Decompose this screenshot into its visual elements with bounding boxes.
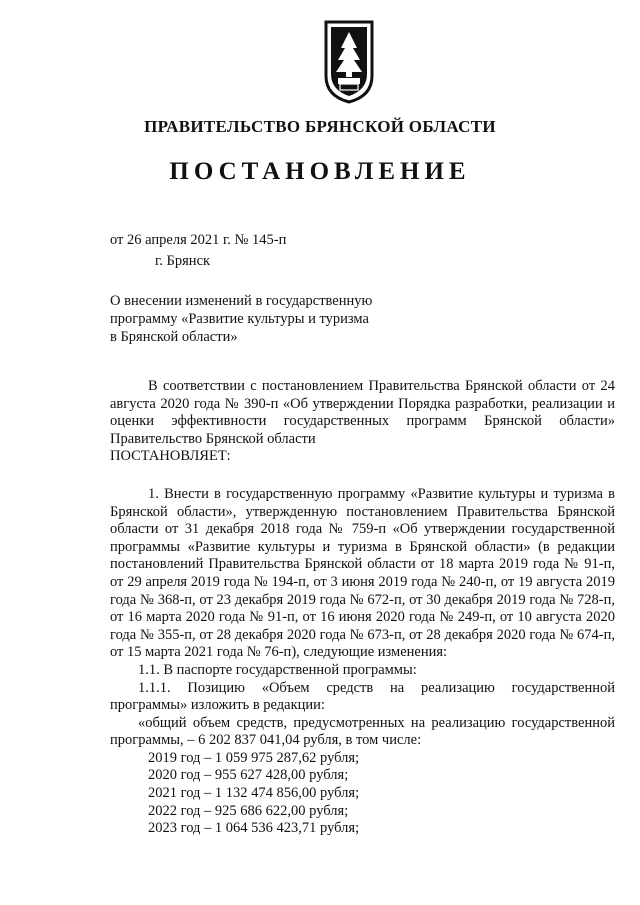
resolves-heading: ПОСТАНОВЛЯЕТ:	[110, 448, 231, 465]
year-amount-line: 2021 год – 1 132 474 856,00 рубля;	[148, 785, 360, 802]
document-subject	[110, 292, 410, 346]
organization-title: ПРАВИТЕЛЬСТВО БРЯНСКОЙ ОБЛАСТИ	[144, 117, 496, 136]
subject-line: О внесении изменений в государственную	[110, 293, 373, 309]
year-amount-line: 2022 год – 925 686 622,00 рубля;	[148, 802, 349, 819]
item-1-paragraph: 1. Внести в государственную программу «Развитие культуры и туризма в Брянской области», утвержденную постановлением Правительства Брянской области от 31 декабря 2018 года № 759-п «Об утверждении государственной программы «Развитие культуры и туризма в Брянской области» (в редакции постановлений Правительства Брянской области от 18 марта 2019 года № 91-п, от 29 апреля 2019 года № 194-п, от 3 июня 2019 года № 240-п, от 19 августа 2019 года № 368-п, от 23 декабря 2019 года № 672-п, от 30 декабря 2019 года № 728-п, от 16 марта 2020 года № 91-п, от 16 июня 2020 года № 249-п, от 10 августа 2020 года № 355-п, от 28 декабря 2020 года № 673-п, от 28 декабря 2020 года № 674-п, от 15 марта 2021 года № 76-п), следующие изменения:	[110, 485, 615, 661]
subject-line: в Брянской области»	[110, 329, 238, 345]
preamble-paragraph: В соответствии с постановлением Правительства Брянской области от 24 августа 2020 года № 390-п «Об утверждении Порядка разработки, реализации и оценки эффективности государственных программ Брянской области» Правительство Брянской области	[110, 378, 615, 447]
document-type: ПОСТАНОВЛЕНИЕ	[169, 158, 471, 185]
document-body	[110, 378, 615, 838]
item-1-1-1-paragraph: 1.1.1. Позицию «Объем средств на реализацию государственной программы» изложить в редакции:	[110, 679, 615, 714]
spacer	[110, 466, 615, 486]
year-amount-line: 2020 год – 955 627 428,00 рубля;	[148, 767, 349, 784]
quote-paragraph: «общий объем средств, предусмотренных на реализацию государственной программы, – 6 202 837 041,04 рубля, в том числе:	[110, 714, 615, 749]
city: г. Брянск	[155, 253, 211, 269]
year-amount-line: 2023 год – 1 064 536 423,71 рубля;	[148, 820, 360, 837]
date-number-line: от 26 апреля 2021 г. № 145-п	[110, 232, 287, 248]
coat-of-arms-icon	[322, 18, 376, 104]
item-1-1-paragraph: 1.1. В паспорте государственной программы:	[138, 661, 417, 678]
subject-line: программу «Развитие культуры и туризма	[110, 311, 369, 327]
year-amount-line: 2019 год – 1 059 975 287,62 рубля;	[148, 749, 360, 766]
